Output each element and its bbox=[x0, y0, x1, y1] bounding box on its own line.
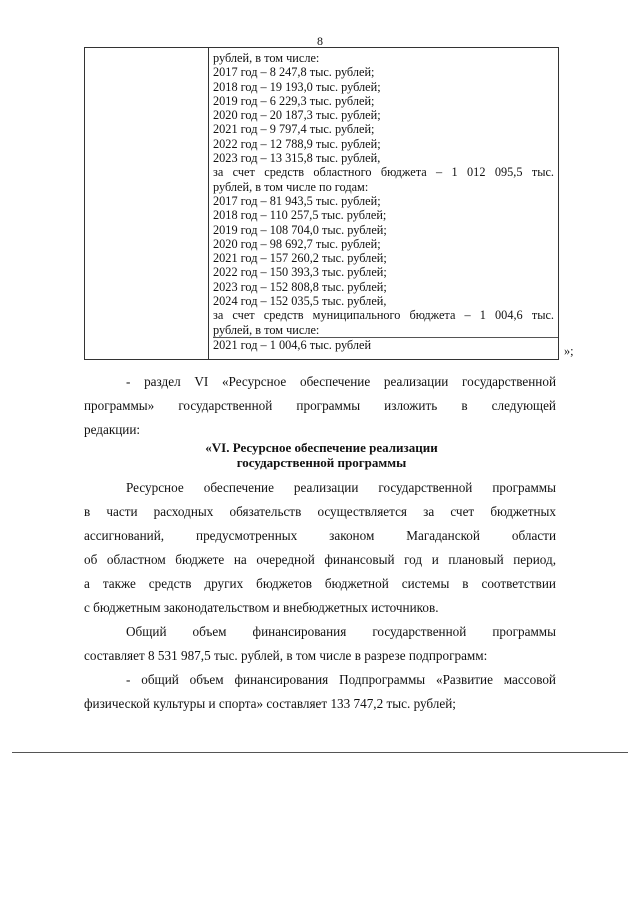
table-right-column bbox=[213, 51, 558, 352]
paragraph-3 bbox=[84, 692, 556, 716]
table-line: 2020 год – 20 187,3 тыс. рублей; bbox=[213, 108, 381, 123]
intro-paragraph-cont bbox=[84, 394, 556, 442]
table-closing-quote: »; bbox=[564, 344, 574, 358]
intro-line: редакции: bbox=[84, 422, 141, 437]
table-line: 2023 год – 152 808,8 тыс. рублей; bbox=[213, 279, 387, 294]
table-line: 2018 год – 19 193,0 тыс. рублей; bbox=[213, 79, 381, 94]
paragraph-line: Ресурсное обеспечение реализации государственной программы bbox=[126, 480, 556, 495]
paragraph-line: в части расходных обязательств осуществляется за счет бюджетных bbox=[84, 504, 556, 519]
table-line: 2021 год – 157 260,2 тыс. рублей; bbox=[213, 251, 387, 266]
table-line: 2019 год – 108 704,0 тыс. рублей; bbox=[213, 222, 387, 237]
table-line: 2018 год – 110 257,5 тыс. рублей; bbox=[213, 208, 387, 223]
paragraph-line: ассигнований, предусмотренных законом Магаданской области bbox=[84, 528, 556, 543]
table-line: 2017 год – 81 943,5 тыс. рублей; bbox=[213, 193, 381, 208]
intro-line: программы» государственной программы изложить в следующей bbox=[84, 398, 556, 413]
paragraph-1-first bbox=[126, 476, 556, 500]
table-line: рублей, в том числе: bbox=[213, 51, 320, 65]
table-line: рублей, в том числе: bbox=[213, 323, 558, 338]
table-line: 2021 год – 1 004,6 тыс. рублей bbox=[213, 337, 372, 352]
paragraph-1 bbox=[84, 500, 556, 620]
table-line: 2017 год – 8 247,8 тыс. рублей; bbox=[213, 65, 375, 80]
table-line: за счет средств муниципального бюджета – 1 004,6 тыс. bbox=[213, 308, 554, 323]
paragraph-line: а также средств других бюджетов бюджетной системы в соответствии bbox=[84, 576, 556, 591]
table-left-column bbox=[85, 48, 209, 359]
table-line: 2020 год – 98 692,7 тыс. рублей; bbox=[213, 236, 381, 251]
paragraph-2 bbox=[84, 644, 556, 668]
page-number: 8 bbox=[317, 34, 323, 48]
table-line: 2023 год – 13 315,8 тыс. рублей, bbox=[213, 151, 381, 166]
paragraph-2-first bbox=[126, 620, 556, 644]
paragraph-line: с бюджетным законодательством и внебюджетных источников. bbox=[84, 600, 439, 615]
paragraph-line: Общий объем финансирования государственной программы bbox=[126, 624, 556, 639]
section-heading bbox=[84, 440, 559, 470]
table-line: 2021 год – 9 797,4 тыс. рублей; bbox=[213, 122, 375, 137]
intro-paragraph bbox=[126, 370, 556, 394]
table-line: рублей, в том числе по годам: bbox=[213, 179, 369, 194]
table-line: 2022 год – 150 393,3 тыс. рублей; bbox=[213, 265, 387, 280]
paragraph-line: об областном бюджете на очередной финансовый год и плановый период, bbox=[84, 552, 556, 567]
page-divider bbox=[12, 752, 628, 753]
table-line: 2022 год – 12 788,9 тыс. рублей; bbox=[213, 136, 381, 151]
paragraph-line: - общий объем финансирования Подпрограммы «Развитие массовой bbox=[126, 672, 556, 687]
paragraph-line: составляет 8 531 987,5 тыс. рублей, в том числе в разрезе подпрограмм: bbox=[84, 648, 488, 663]
paragraph-line: физической культуры и спорта» составляет 133 747,2 тыс. рублей; bbox=[84, 696, 456, 711]
table-line: 2024 год – 152 035,5 тыс. рублей, bbox=[213, 294, 387, 309]
financing-table bbox=[84, 47, 559, 360]
table-line: за счет средств областного бюджета – 1 012 095,5 тыс. bbox=[213, 165, 554, 180]
heading-line: «VI. Ресурсное обеспечение реализации bbox=[205, 440, 438, 455]
intro-line: - раздел VI «Ресурсное обеспечение реализации государственной bbox=[126, 374, 556, 389]
paragraph-3-first bbox=[126, 668, 556, 692]
table-line: 2019 год – 6 229,3 тыс. рублей; bbox=[213, 93, 375, 108]
heading-line: государственной программы bbox=[236, 455, 407, 470]
